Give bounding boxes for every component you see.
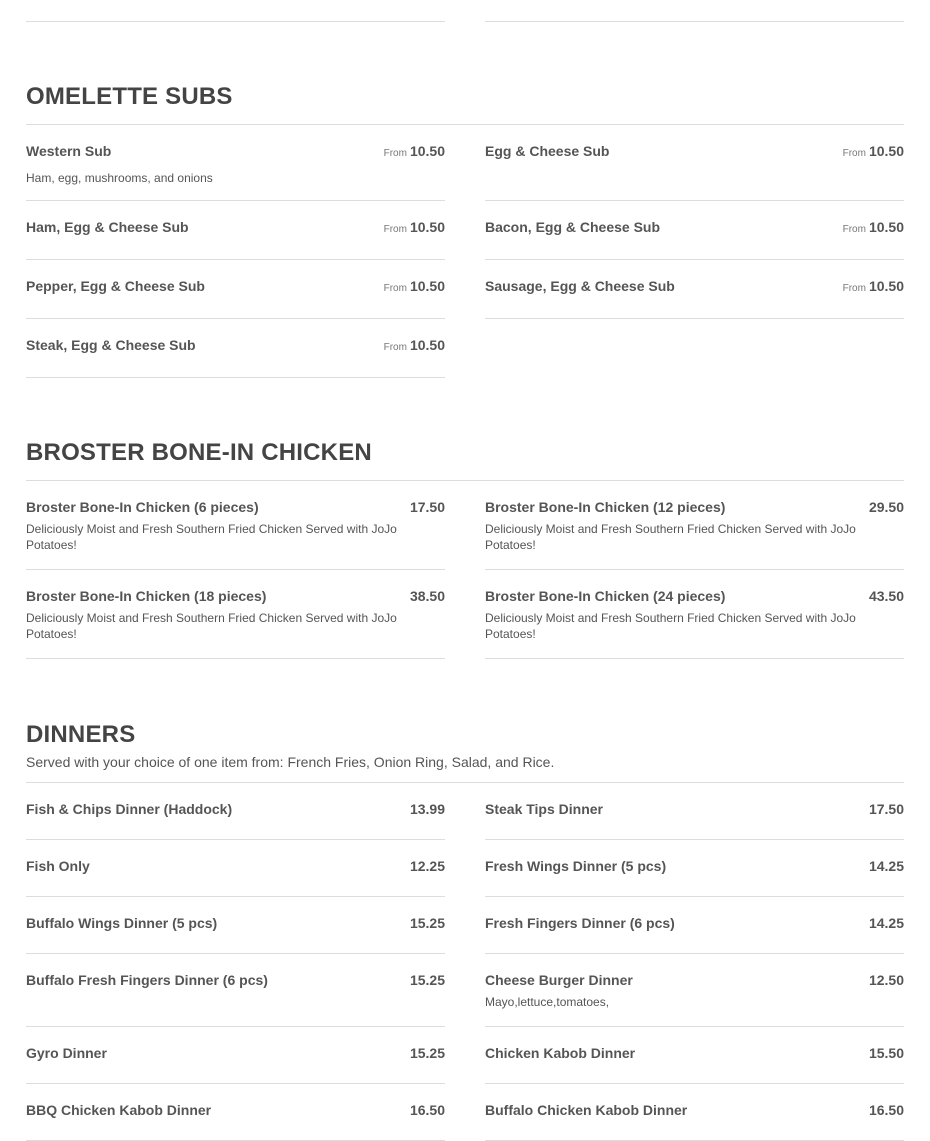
item-price: 14.25 — [868, 915, 904, 931]
item-name: Broster Bone-In Chicken (18 pieces) — [26, 588, 267, 604]
price-value: 10.50 — [409, 143, 445, 159]
item-price: 29.50 — [868, 499, 904, 515]
item-name: Pepper, Egg & Cheese Sub — [26, 278, 205, 294]
item-description: Deliciously Moist and Fresh Southern Fried Chicken Served with JoJo Potatoes! — [26, 611, 397, 641]
price-value: 10.50 — [409, 278, 445, 294]
section-title: OMELETTE SUBS — [26, 83, 233, 110]
item-price — [843, 219, 904, 238]
item-name: Buffalo Chicken Kabob Dinner — [485, 1102, 688, 1118]
menu-item[interactable] — [485, 570, 904, 659]
item-name: Fish Only — [26, 858, 90, 874]
item-price: 12.50 — [868, 972, 904, 988]
item-name: Gyro Dinner — [26, 1045, 107, 1061]
price-value: 10.50 — [868, 219, 904, 235]
item-name: Steak, Egg & Cheese Sub — [26, 337, 196, 353]
section-dinners — [26, 721, 904, 1141]
section-title: BROSTER BONE-IN CHICKEN — [26, 439, 372, 466]
price-value: 10.50 — [409, 219, 445, 235]
menu-item[interactable] — [26, 481, 445, 570]
divider — [26, 21, 445, 22]
item-description: Mayo,lettuce,tomatoes, — [485, 995, 610, 1009]
menu-column-right — [485, 783, 904, 1141]
item-name: Chicken Kabob Dinner — [485, 1045, 636, 1061]
menu-item[interactable] — [485, 201, 904, 260]
item-name: Steak Tips Dinner — [485, 801, 604, 817]
menu-item[interactable] — [26, 783, 445, 840]
item-price: 14.25 — [868, 858, 904, 874]
item-price — [843, 143, 904, 162]
menu-column-right — [485, 481, 904, 659]
menu-item[interactable] — [26, 897, 445, 954]
item-price: 15.50 — [868, 1045, 904, 1061]
item-name: Bacon, Egg & Cheese Sub — [485, 219, 661, 235]
menu-column-left — [26, 125, 445, 378]
section-title: DINNERS — [26, 721, 136, 748]
item-price: 15.25 — [409, 915, 445, 931]
menu-column-right — [485, 125, 904, 378]
menu-item[interactable] — [26, 1084, 445, 1141]
item-price: 12.25 — [409, 858, 445, 874]
item-name: Ham, Egg & Cheese Sub — [26, 219, 189, 235]
section-broster-chicken — [26, 439, 904, 659]
menu-item[interactable] — [26, 1027, 445, 1084]
menu-item[interactable] — [26, 125, 445, 201]
item-name: Broster Bone-In Chicken (24 pieces) — [485, 588, 726, 604]
item-price: 15.25 — [409, 972, 445, 988]
item-description: Ham, egg, mushrooms, and onions — [26, 171, 213, 185]
item-price: 15.25 — [409, 1045, 445, 1061]
menu-item[interactable] — [26, 570, 445, 659]
item-name: Cheese Burger Dinner — [485, 972, 633, 988]
menu-item[interactable] — [485, 481, 904, 570]
price-value: 10.50 — [868, 278, 904, 294]
menu-item[interactable] — [26, 260, 445, 319]
item-description: Deliciously Moist and Fresh Southern Fried Chicken Served with JoJo Potatoes! — [26, 522, 397, 552]
menu-item[interactable] — [26, 840, 445, 897]
menu-item[interactable] — [485, 783, 904, 840]
menu-grid — [26, 125, 904, 378]
menu-item[interactable] — [485, 897, 904, 954]
item-name: Fresh Fingers Dinner (6 pcs) — [485, 915, 675, 931]
menu-item[interactable] — [26, 319, 445, 378]
item-price: 13.99 — [409, 801, 445, 817]
price-from-label: From — [842, 283, 866, 294]
item-name: Fish & Chips Dinner (Haddock) — [26, 801, 233, 817]
item-price — [384, 278, 445, 297]
menu-item[interactable] — [485, 260, 904, 319]
menu-column-left — [26, 481, 445, 659]
item-price: 16.50 — [868, 1102, 904, 1118]
price-from-label: From — [842, 224, 866, 235]
item-name: Broster Bone-In Chicken (6 pieces) — [26, 499, 259, 515]
section-subtitle: Served with your choice of one item from: French Fries, Onion Ring, Salad, and Rice. — [26, 754, 555, 770]
section-omelette-subs — [26, 83, 904, 378]
price-value: 10.50 — [409, 337, 445, 353]
price-from-label: From — [383, 342, 407, 353]
item-price: 17.50 — [409, 499, 445, 515]
price-from-label: From — [383, 148, 407, 159]
item-description: Deliciously Moist and Fresh Southern Fried Chicken Served with JoJo Potatoes! — [485, 522, 856, 552]
item-name: Fresh Wings Dinner (5 pcs) — [485, 858, 667, 874]
menu-item[interactable] — [26, 201, 445, 260]
previous-section-end — [26, 0, 904, 22]
item-price — [384, 143, 445, 162]
item-description: Deliciously Moist and Fresh Southern Fried Chicken Served with JoJo Potatoes! — [485, 611, 856, 641]
price-from-label: From — [842, 148, 866, 159]
price-from-label: From — [383, 283, 407, 294]
menu-item[interactable] — [485, 1027, 904, 1084]
item-name: Western Sub — [26, 143, 112, 159]
item-name: Buffalo Wings Dinner (5 pcs) — [26, 915, 218, 931]
menu-item[interactable] — [485, 954, 904, 1027]
item-price: 38.50 — [409, 588, 445, 604]
item-name: Sausage, Egg & Cheese Sub — [485, 278, 675, 294]
item-price — [384, 219, 445, 238]
menu-grid — [26, 481, 904, 659]
item-name: Buffalo Fresh Fingers Dinner (6 pcs) — [26, 972, 268, 988]
menu-item[interactable] — [485, 840, 904, 897]
item-name: Broster Bone-In Chicken (12 pieces) — [485, 499, 726, 515]
item-price — [843, 278, 904, 297]
menu-item[interactable] — [485, 125, 904, 201]
item-name: Egg & Cheese Sub — [485, 143, 610, 159]
item-price: 43.50 — [868, 588, 904, 604]
item-name: BBQ Chicken Kabob Dinner — [26, 1102, 212, 1118]
divider — [485, 21, 904, 22]
item-price — [384, 337, 445, 356]
menu-item[interactable] — [26, 954, 445, 1027]
menu-grid — [26, 783, 904, 1141]
item-price: 16.50 — [409, 1102, 445, 1118]
price-from-label: From — [383, 224, 407, 235]
price-value: 10.50 — [868, 143, 904, 159]
item-price: 17.50 — [868, 801, 904, 817]
menu-column-left — [26, 783, 445, 1141]
menu-item[interactable] — [485, 1084, 904, 1141]
